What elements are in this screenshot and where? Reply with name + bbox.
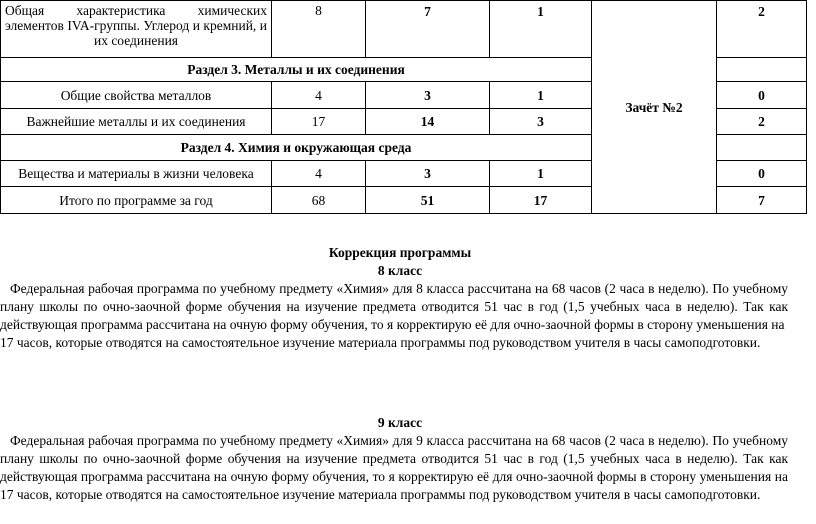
total-hours-cell: 68 (272, 187, 366, 214)
total-hours-cell: 8 (272, 1, 366, 58)
grade-8-heading: 8 класс (377, 263, 423, 278)
total-hours-cell: 17 (272, 109, 366, 135)
theory-hours-cell: 14 (366, 109, 490, 135)
practice-hours-cell: 3 (490, 109, 592, 135)
control-cell: 2 (717, 1, 807, 58)
grade-8-text: Федеральная рабочая программа по учебному предмету «Химия» для 8 класса рассчитана на 68 часов (2 часа в неделю). По учебному плану школы по очно-заочной форме обучения на изучение предмета отводится 51 час в год (1,5 учебных часа в неделю). Так как действующая программа рассчитана на очную форму обучения, то я корректирую её для очно-заочной формы в сторону уменьшения на (0, 281, 788, 332)
theory-hours-cell: 3 (366, 161, 490, 187)
table-row (1, 1, 807, 58)
topic-cell: Вещества и материалы в жизни человека (1, 161, 272, 187)
correction-title: Коррекция программы (328, 245, 472, 260)
practice-hours-cell: 1 (490, 1, 592, 58)
section-title: Раздел 3. Металлы и их соединения (1, 58, 592, 82)
practice-hours-cell: 1 (490, 161, 592, 187)
course-plan-table (0, 0, 807, 214)
theory-hours-cell: 51 (366, 187, 490, 214)
practice-hours-cell: 17 (490, 187, 592, 214)
grade-8-paragraph-continuation: 17 часов, которые отводятся на самостоятельное изучение материала программы под руководством учителя в часы самоподготовки. (0, 335, 761, 350)
grade-8-paragraph (0, 280, 788, 334)
grade-9-paragraph (0, 432, 788, 504)
grade-9-section (0, 414, 788, 504)
grade-9-heading: 9 класс (377, 415, 423, 430)
theory-hours-cell: 7 (366, 1, 490, 58)
topic-cell: Важнейшие металлы и их соединения (1, 109, 272, 135)
control-cell: 2 (717, 109, 807, 135)
section-title: Раздел 4. Химия и окружающая среда (1, 135, 592, 161)
topic-cell: Итого по программе за год (1, 187, 272, 214)
control-cell: 7 (717, 187, 807, 214)
zachet-cell: Зачёт №2 (592, 1, 717, 214)
topic-cell: Общая характеристика химических элементов IVA-группы. Углерод и кремний, и их соединения (1, 1, 272, 58)
control-cell: 0 (717, 82, 807, 109)
theory-hours-cell: 3 (366, 82, 490, 109)
empty-cell (717, 135, 807, 161)
empty-cell (717, 58, 807, 82)
control-cell: 0 (717, 161, 807, 187)
correction-section (0, 244, 788, 352)
grade-9-text: Федеральная рабочая программа по учебному предмету «Химия» для 9 класса рассчитана на 68 часов (2 часа в неделю). По учебному плану школы по очно-заочной форме обучения на изучение предмета отводится 51 час в год (1,5 учебных часа в неделю). Так как действующая программа рассчитана на очную форму обучения, то я корректирую её для очно-заочной формы в сторону уменьшения на 17 часов, которые отводятся на самостоятельное изучение материала программы под руководством учителя в часы самоподготовки. (0, 433, 788, 502)
practice-hours-cell: 1 (490, 82, 592, 109)
topic-cell: Общие свойства металлов (1, 82, 272, 109)
total-hours-cell: 4 (272, 82, 366, 109)
total-hours-cell: 4 (272, 161, 366, 187)
